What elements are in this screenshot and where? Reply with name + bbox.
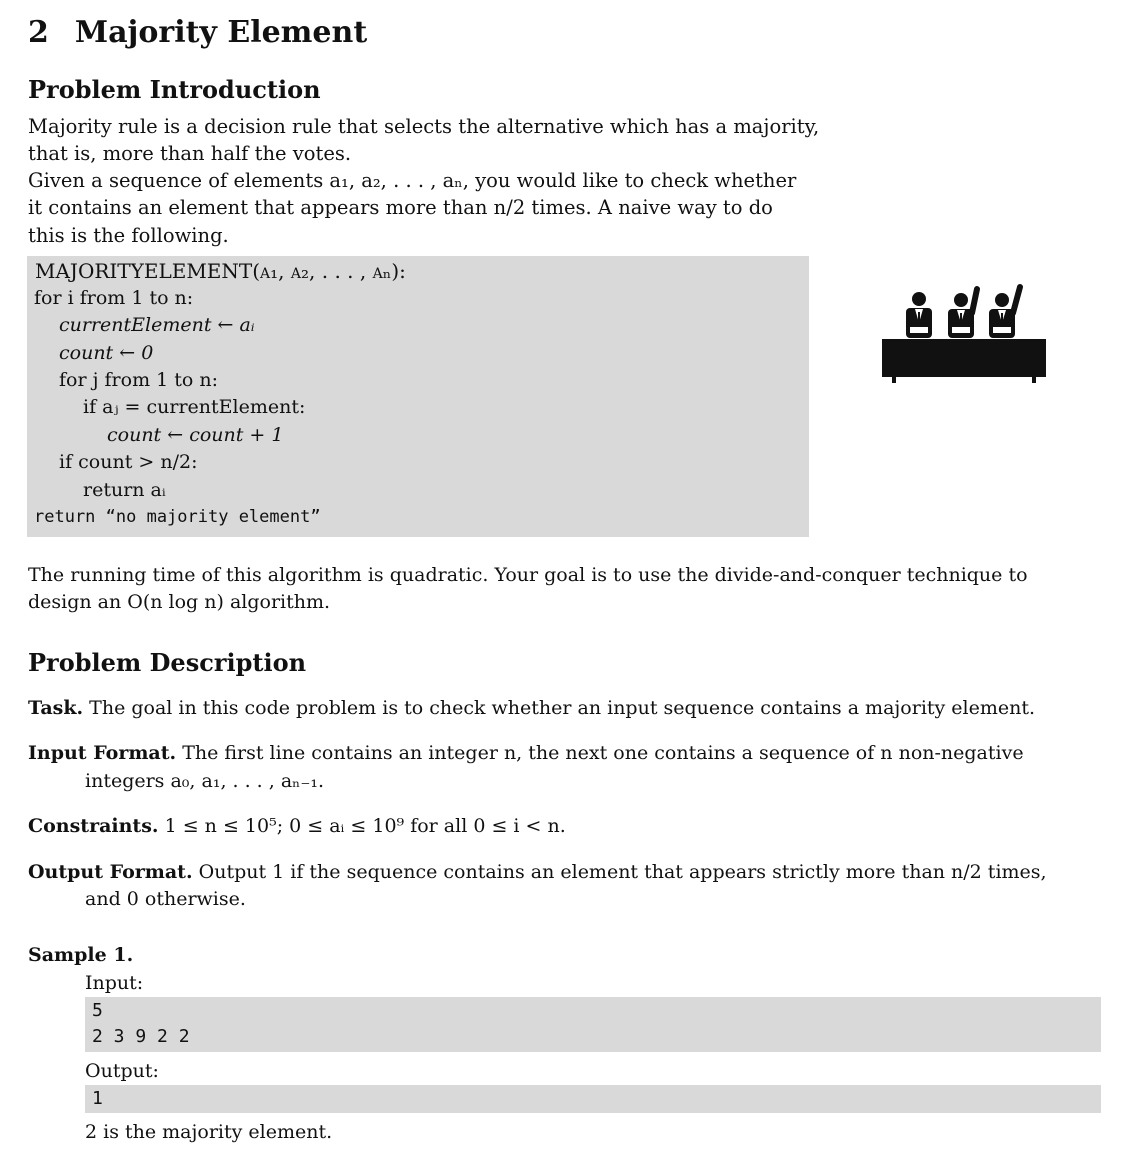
pseudocode-line: if count > n/2:: [59, 451, 198, 473]
task-label: Task.: [28, 697, 84, 719]
intro-para1-line2: that is, more than half the votes.: [28, 142, 352, 165]
output-format-text2: and 0 otherwise.: [85, 888, 246, 910]
sample-input-label: Input:: [85, 972, 144, 994]
task-text: The goal in this code problem is to check whether an input sequence contains a majority element.: [89, 697, 1036, 719]
pseudocode-line: count ← count + 1: [107, 424, 284, 446]
intro-para2-line1: Given a sequence of elements a₁, a₂, . . . , aₙ, you would like to check whether: [28, 169, 797, 192]
sample-heading: Sample 1.: [28, 944, 134, 966]
intro-heading: Problem Introduction: [28, 75, 321, 104]
input-format-line1: [28, 740, 1024, 767]
pseudocode-line: for i from 1 to n:: [34, 287, 194, 309]
pseudocode-box: [27, 256, 809, 537]
sample-input-line: 2 3 9 2 2: [92, 1026, 190, 1047]
section-title: [28, 15, 367, 50]
input-format-text2: integers a₀, a₁, . . . , aₙ₋₁.: [85, 770, 325, 792]
output-format-text1: Output 1 if the sequence contains an element that appears strictly more than n/2 times,: [198, 861, 1047, 883]
section-title-text: Majority Element: [74, 15, 368, 50]
input-format-text1: The first line contains an integer n, the next one contains a sequence of n non-negative: [182, 742, 1024, 764]
input-format-label: Input Format.: [28, 742, 177, 764]
pseudocode-line: currentElement ← aᵢ: [59, 314, 255, 336]
intro-para2-line2: it contains an element that appears more than n/2 times. A naive way to do: [28, 196, 773, 219]
output-format-line1: [28, 859, 1047, 886]
sample-output-line: 1: [92, 1088, 103, 1109]
running-time-line1: The running time of this algorithm is quadratic. Your goal is to use the divide-and-conquer technique to: [28, 564, 1028, 586]
sample-output-box: [85, 1085, 1101, 1113]
sample-output-label: Output:: [85, 1060, 159, 1082]
constraints-line: [28, 813, 566, 840]
pseudocode-line: for j from 1 to n:: [59, 369, 219, 391]
intro-para2-line3: this is the following.: [28, 224, 229, 247]
pseudocode-line: return “no majority element”: [34, 507, 321, 527]
section-number: 2: [28, 15, 49, 50]
output-format-label: Output Format.: [28, 861, 193, 883]
intro-para1-line1: Majority rule is a decision rule that selects the alternative which has a majority,: [28, 115, 820, 138]
pseudocode-line: return aᵢ: [83, 479, 166, 501]
pseudocode-signature: MAJORITYELEMENT(a₁, a₂, . . . , aₙ):: [35, 259, 406, 283]
voting-panel-icon: [878, 283, 1050, 385]
pseudocode-line: count ← 0: [59, 342, 154, 364]
sample-input-box: [85, 997, 1101, 1052]
sample-explanation: 2 is the majority element.: [85, 1121, 333, 1143]
task-paragraph: [28, 695, 1035, 722]
sample-input-line: 5: [92, 1000, 103, 1021]
pseudocode-line: if aⱼ = currentElement:: [83, 396, 306, 418]
description-heading: Problem Description: [28, 648, 307, 677]
running-time-line2: design an O(n log n) algorithm.: [28, 591, 331, 613]
constraints-label: Constraints.: [28, 815, 159, 837]
constraints-text: 1 ≤ n ≤ 10⁵; 0 ≤ aᵢ ≤ 10⁹ for all 0 ≤ i < n.: [164, 815, 566, 837]
